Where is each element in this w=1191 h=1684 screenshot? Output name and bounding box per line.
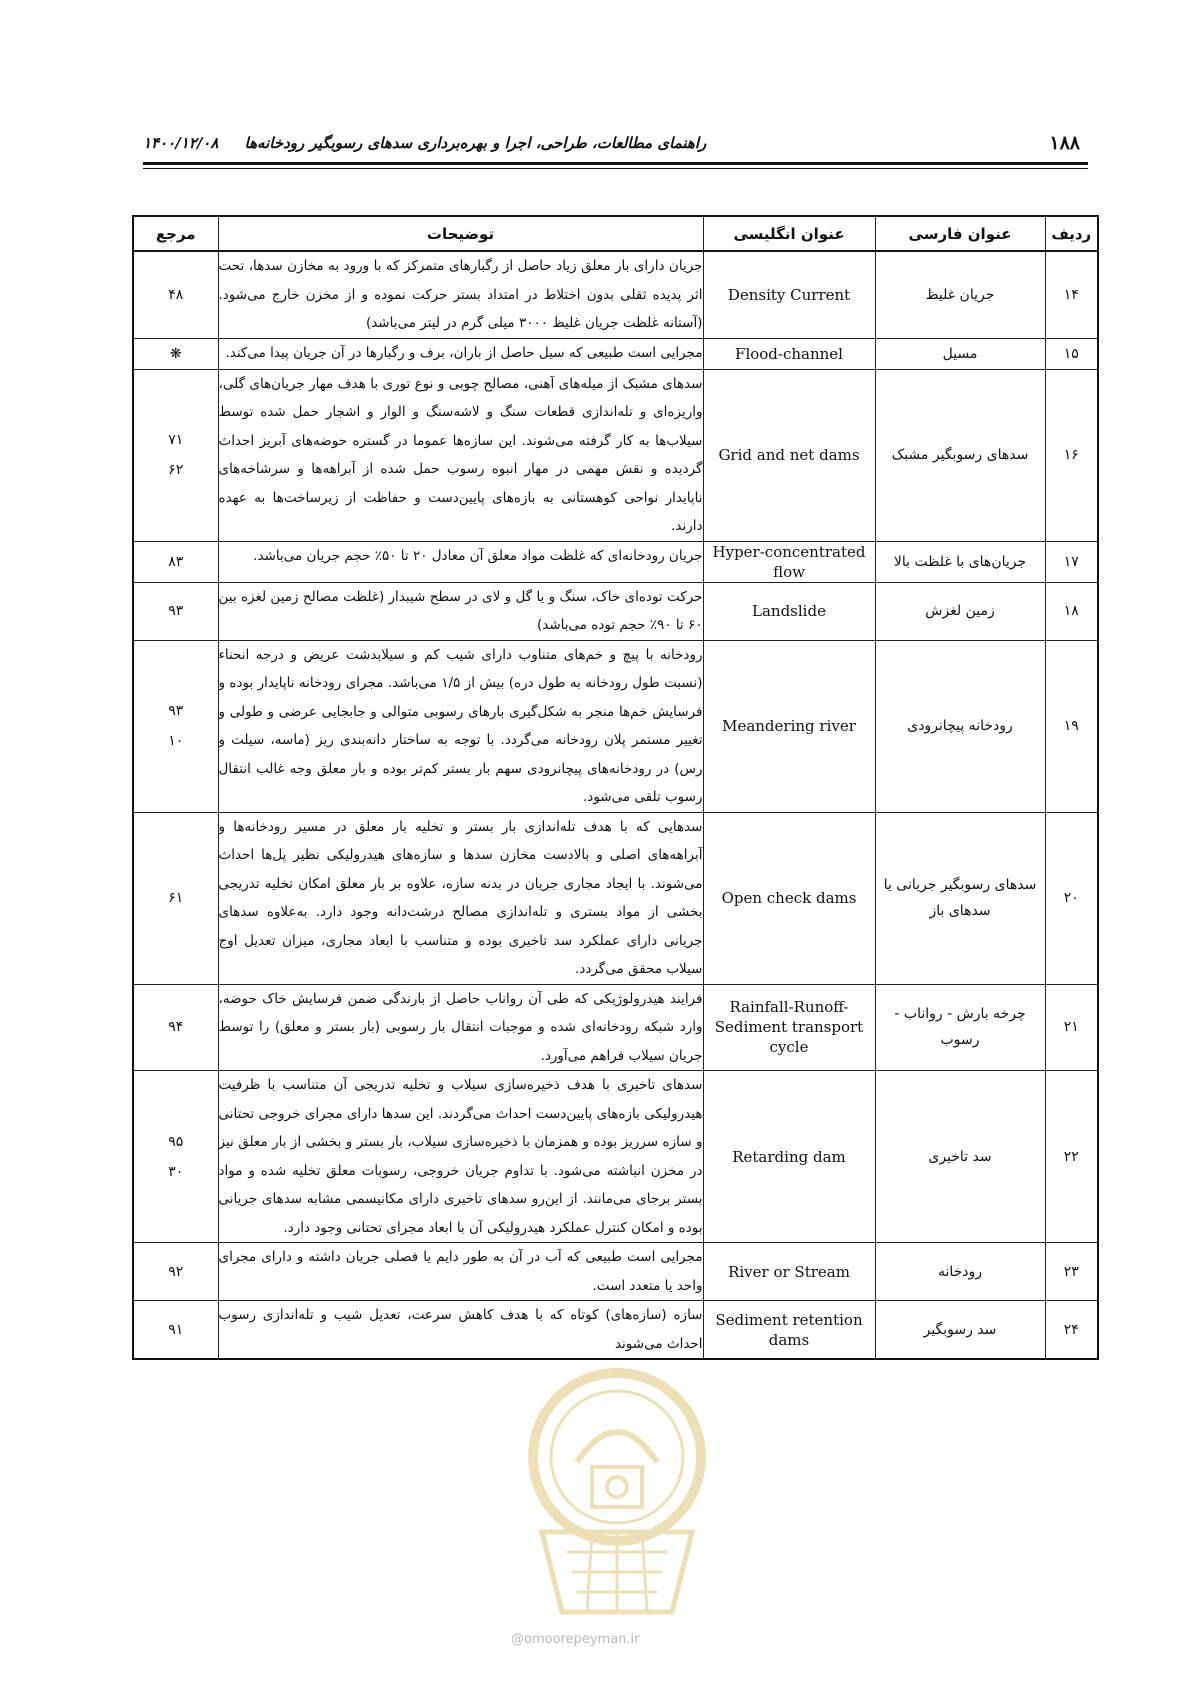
- row-number: ۱۵: [1045, 338, 1098, 369]
- page-header: [143, 130, 1088, 166]
- term-description: مجرایی است طبیعی که سیل حاصل از باران، برف و رگبارها در آن جریان پیدا می‌کند.: [218, 338, 703, 369]
- table-row: [133, 1243, 1098, 1301]
- persian-term: مسیل: [875, 338, 1045, 369]
- term-description: رودخانه با پیچ و خم‌های متناوب دارای شیب کم و سیلابدشت عریض و درجه انحناء (نسبت طول رودخانه به طول دره) بیش از ۱/۵ می‌باشد. مجرای رودخانه ناپایدار بوده و فرسایش خم‌ها منجر به شکل‌گیری بارهای رسوبی متوالی و جابجایی عرضی و طولی و تغییر مستمر پلان رودخانه می‌گردد. با توجه به ساختار دانه‌بندی ریز (ماسه، سیلت و رس) در رودخانه‌های پیچانرودی سهم بار بستر کم‌تر بوده و بار معلق وجه غالب انتقال رسوب تلقی می‌شود.: [218, 640, 703, 812]
- persian-term: جریان‌های با غلظت بالا: [875, 541, 1045, 582]
- reference-cell: [133, 1301, 218, 1360]
- english-term: Open check dams: [703, 812, 875, 984]
- table-row: [133, 541, 1098, 582]
- persian-term: سدهای رسوبگیر جریانی یا سدهای باز: [875, 812, 1045, 984]
- row-number: ۲۳: [1045, 1243, 1098, 1301]
- document-title: راهنمای مطالعات، طراحی، اجرا و بهره‌برداری سدهای رسوبگیر رودخانه‌ها: [244, 134, 707, 152]
- term-description: جریان رودخانه‌ای که غلظت مواد معلق آن معادل ۲۰ تا ۵۰٪ حجم جریان می‌باشد.: [218, 541, 703, 582]
- seal-watermark: [522, 1362, 712, 1620]
- table-row: [133, 369, 1098, 541]
- english-term: Retarding dam: [703, 1071, 875, 1243]
- persian-term: زمین لغزش: [875, 582, 1045, 640]
- english-term: Rainfall-Runoff-Sediment transport cycle: [703, 984, 875, 1071]
- reference-number: ۶۲: [168, 462, 184, 478]
- table-row: [133, 338, 1098, 369]
- reference-number: ۹۵: [168, 1133, 184, 1150]
- header-rule-thick: [143, 162, 1088, 165]
- term-description: سدهای مشبک از میله‌های آهنی، مصالح چوبی و نوع توری با هدف مهار جریان‌های گلی، واریزه‌ای و تله‌اندازی قطعات سنگ و لاشه‌سنگ و الوار و اشجار حمل شده توسط سیلاب‌ها به کار گرفته می‌شوند. این سازه‌ها عموما در گستره حوضه‌های آبریز احداث گردیده و نقش مهمی در مهار انبوه رسوب حمل شده از آبراهه‌ها و سرشاخه‌های ناپایدار نواحی کوهستانی به بازه‌های پایین‌دست و حفاظت از زیرساخت‌ها به عهده دارند.: [218, 369, 703, 541]
- reference-mark: ❋: [169, 345, 182, 362]
- reference-number: ۷۱: [168, 432, 184, 448]
- english-term: Hyper-concentrated flow: [703, 541, 875, 582]
- reference-number: ۹۴: [168, 1019, 184, 1036]
- table-row: [133, 251, 1098, 338]
- persian-term: چرخه بارش - رواناب - رسوب: [875, 984, 1045, 1071]
- persian-term: سدهای رسوبگیر مشبک: [875, 369, 1045, 541]
- reference-number: ۹۱: [168, 1321, 184, 1338]
- row-number: ۱۴: [1045, 251, 1098, 338]
- glossary-table: [132, 215, 1099, 1360]
- english-term: Sediment retention dams: [703, 1301, 875, 1360]
- column-header-row-number: ردیف: [1045, 216, 1098, 251]
- reference-number: ۹۲: [168, 1263, 184, 1280]
- row-number: ۲۲: [1045, 1071, 1098, 1243]
- term-description: سدهایی که با هدف تله‌اندازی بار بستر و تخلیه بار معلق در مسیر رودخانه‌ها و آبراهه‌های اصلی و بالادست مخازن سدها و سازه‌های هیدرولیکی نظیر پل‌ها احداث می‌شوند. با ایجاد مجاری جریان در بدنه سازه، علاوه بر بار معلق امکان تخلیه تدریجی بخشی از مواد بستری و تله‌اندازی مصالح درشت‌دانه وجود دارد. به‌علاوه سدهای جریانی دارای عملکرد سد تاخیری بوده و متناسب با ابعاد مجاری، میزان تعدیل اوج سیلاب محقق می‌گردد.: [218, 812, 703, 984]
- reference-number: ۴۸: [168, 286, 184, 303]
- column-header-description: توضیحات: [218, 216, 703, 251]
- term-description: جریان دارای بار معلق زیاد حاصل از رگبارهای متمرکز که با ورود به مخازن سدها، تحت اثر پدیده ثقلی بدون اختلاط در امتداد بستر حرکت نموده و از مخزن خارج می‌شود. (آستانه غلظت جریان غلیظ ۳۰۰۰ میلی گرم در لیتر می‌باشد): [218, 251, 703, 338]
- persian-term: سد تاخیری: [875, 1071, 1045, 1243]
- reference-number: ۹۳: [168, 703, 184, 719]
- reference-cell: [133, 251, 218, 338]
- english-term: Grid and net dams: [703, 369, 875, 541]
- seal-emblem-icon: [522, 1362, 712, 1620]
- reference-number: ۱۰: [168, 733, 184, 749]
- english-term: Flood-channel: [703, 338, 875, 369]
- table-row: [133, 812, 1098, 984]
- row-number: ۱۸: [1045, 582, 1098, 640]
- english-term: River or Stream: [703, 1243, 875, 1301]
- reference-cell: [133, 369, 218, 541]
- persian-term: سد رسوبگیر: [875, 1301, 1045, 1360]
- reference-number: ۹۳: [168, 603, 184, 619]
- page-number: ۱۸۸: [1049, 132, 1080, 154]
- column-header-persian-title: عنوان فارسی: [875, 216, 1045, 251]
- term-description: حرکت توده‌ای خاک، سنگ و یا گل و لای در سطح شیبدار (غلظت مصالح زمین لغزه بین ۶۰ تا ۹۰٪ حجم توده می‌باشد): [218, 582, 703, 640]
- reference-cell: [133, 338, 218, 369]
- row-number: ۲۴: [1045, 1301, 1098, 1360]
- reference-cell: [133, 812, 218, 984]
- row-number: ۱۹: [1045, 640, 1098, 812]
- persian-term: جریان غلیظ: [875, 251, 1045, 338]
- table-row: [133, 1071, 1098, 1243]
- row-number: ۱۶: [1045, 369, 1098, 541]
- row-number: ۱۷: [1045, 541, 1098, 582]
- reference-cell: [133, 1071, 218, 1243]
- reference-cell: [133, 640, 218, 812]
- document-date: ۱۴۰۰/۱۲/۰۸: [143, 134, 219, 152]
- running-title: [143, 134, 706, 152]
- reference-cell: [133, 541, 218, 582]
- reference-number: ۳۰: [168, 1163, 184, 1180]
- website-watermark: @omoorepeyman.ir: [511, 1632, 640, 1647]
- term-description: سدهای تاخیری با هدف ذخیره‌سازی سیلاب و تخلیه تدریجی آن متناسب با ظرفیت هیدرولیکی بازه‌های پایین‌دست احداث می‌گردند. این سدها دارای مجرای خروجی تحتانی و سازه سرریز بوده و همزمان با ذخیره‌سازی سیلاب، بار بستر و بخشی از بار معلق نیز در مخزن انباشته می‌شود. با تداوم جریان خروجی، رسوبات معلق تخلیه شده و مواد بستر برجای می‌مانند. از این‌رو سدهای تاخیری دارای مکانیسمی مشابه سدهای جریانی بوده و امکان کنترل عملکرد هیدرولیکی آن با ابعاد مجرای تحتانی وجود دارد.: [218, 1071, 703, 1243]
- reference-cell: [133, 1243, 218, 1301]
- table-row: [133, 582, 1098, 640]
- column-header-english-title: عنوان انگلیسی: [703, 216, 875, 251]
- term-description: فرایند هیدرولوژیکی که طی آن رواناب حاصل از بارندگی ضمن فرسایش خاک حوضه، وارد شبکه رودخانه‌ای شده و موجبات انتقال بار رسوبی (بار بستر و معلق) را توسط جریان سیلاب فراهم می‌آورد.: [218, 984, 703, 1071]
- reference-cell: [133, 582, 218, 640]
- persian-term: رودخانه: [875, 1243, 1045, 1301]
- reference-cell: [133, 984, 218, 1071]
- english-term: Meandering river: [703, 640, 875, 812]
- english-term: Landslide: [703, 582, 875, 640]
- row-number: ۲۰: [1045, 812, 1098, 984]
- english-term: Density Current: [703, 251, 875, 338]
- reference-number: ۶۱: [168, 890, 184, 906]
- table-row: [133, 1301, 1098, 1360]
- persian-term: رودخانه پیچانرودی: [875, 640, 1045, 812]
- row-number: ۲۱: [1045, 984, 1098, 1071]
- reference-number: ۸۳: [168, 553, 184, 570]
- term-description: مجرایی است طبیعی که آب در آن به طور دایم یا فصلی جریان داشته و دارای مجرای واحد یا متعدد است.: [218, 1243, 703, 1301]
- table-header-row: [133, 216, 1098, 251]
- table-row: [133, 640, 1098, 812]
- column-header-reference: مرجع: [133, 216, 218, 251]
- table-row: [133, 984, 1098, 1071]
- header-rule-thin: [143, 168, 1088, 169]
- term-description: سازه (سازه‌های) کوتاه که با هدف کاهش سرعت، تعدیل شیب و تله‌اندازی رسوب احداث می‌شوند: [218, 1301, 703, 1360]
